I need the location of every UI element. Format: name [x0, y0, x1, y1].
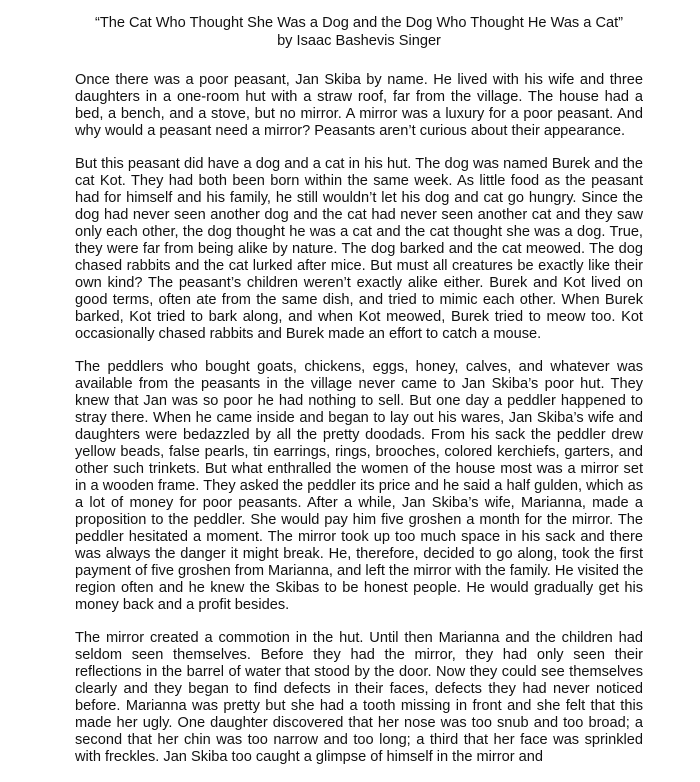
text-line: available from the peasants in the village never came to Jan Skiba’s poor hut. They: [75, 376, 643, 392]
text-line: peddler hesitated a moment. The mirror took up too much space in his sack and there: [75, 529, 643, 545]
text-line: payment of five groshen from Marianna, and left the mirror with the family. He visited the: [75, 563, 643, 579]
text-line: own kind? The peasant’s children weren’t exactly alike either. Burek and Kot lived on: [75, 275, 643, 291]
text-line: a lot of money for poor peasants. After a while, Jan Skiba’s wife, Marianna, made a: [75, 495, 643, 511]
text-line: region often and he knew the Skibas to be honest people. He would gradually get his: [75, 580, 643, 596]
text-line: good terms, often ate from the same dish, and tried to mimic each other. When Burek: [75, 292, 643, 308]
text-line: Once there was a poor peasant, Jan Skiba by name. He lived with his wife and three: [75, 72, 643, 88]
paragraph-1: [75, 72, 643, 140]
text-line: knew that Jan was so poor he had nothing to sell. But one day a peddler happened to: [75, 393, 643, 409]
text-line: chased rabbits and the cat lurked after mice. But must all creatures be exactly like their: [75, 258, 643, 274]
text-line: other such trinkets. But what enthralled the women of the house most was a mirror set: [75, 461, 643, 477]
text-line: clearly and they began to find defects in their faces, defects they had never noticed: [75, 681, 643, 697]
text-line: they were far from being alike by nature. The dog barked and the cat meowed. The dog: [75, 241, 643, 257]
text-line: barked, Kot tried to bark along, and when Kot meowed, Burek tried to meow too. Kot: [75, 309, 643, 325]
text-line: stray there. When he came inside and began to lay out his wares, Jan Skiba’s wife and: [75, 410, 643, 426]
text-line: seldom seen themselves. Before they had the mirror, they had only seen their: [75, 647, 643, 663]
text-line: made her ugly. One daughter discovered that her nose was too snub and too broad; a: [75, 715, 643, 731]
text-line: in a wooden frame. They asked the peddler its price and he said a half gulden, which as: [75, 478, 643, 494]
text-line: dog had never seen another dog and the cat had never seen another cat and they saw: [75, 207, 643, 223]
text-line: proposition to the peddler. She would pay him five groshen a month for the mirror. The: [75, 512, 643, 528]
story-body: [75, 72, 643, 766]
paragraph-4: [75, 630, 643, 766]
title-block: [75, 14, 643, 50]
story-title: “The Cat Who Thought She Was a Dog and the Dog Who Thought He Was a Cat”: [94, 15, 624, 31]
text-line: was always the danger it might break. He, therefore, decided to go along, took the first: [75, 546, 643, 562]
text-line: bed, a bench, and a stove, but no mirror. A mirror was a luxury for a poor peasant. And: [75, 106, 643, 122]
text-line: The peddlers who bought goats, chickens, eggs, honey, calves, and whatever was: [75, 359, 643, 375]
text-line: with freckles. Jan Skiba too caught a glimpse of himself in the mirror and: [75, 749, 544, 765]
paragraph-2: [75, 156, 643, 343]
text-line: second that her chin was too narrow and too long; a third that her face was sprinkled: [75, 732, 643, 748]
text-line: daughters were bedazzled by all the pretty doodads. From his sack the peddler drew: [75, 427, 643, 443]
text-line: why would a peasant need a mirror? Peasants aren’t curious about their appearance.: [75, 123, 626, 139]
text-line: yellow beads, false pearls, tin earrings, rings, brooches, colored kerchiefs, garters, and: [75, 444, 643, 460]
text-line: money back and a profit besides.: [75, 597, 290, 613]
text-line: The mirror created a commotion in the hut. Until then Marianna and the children had: [75, 630, 643, 646]
document-page: [75, 14, 643, 782]
text-line: reflections in the barrel of water that stood by the door. Now they could see themselves: [75, 664, 643, 680]
text-line: occasionally chased rabbits and Burek made an effort to catch a mouse.: [75, 326, 542, 342]
text-line: But this peasant did have a dog and a cat in his hut. The dog was named Burek and the: [75, 156, 643, 172]
paragraph-3: [75, 359, 643, 614]
text-line: cat Kot. They had both been born within the same week. As little food as the peasant: [75, 173, 643, 189]
text-line: had for himself and his family, he still wouldn’t let his dog and cat go hungry. Since the: [75, 190, 643, 206]
text-line: daughters in a one-room hut with a straw roof, far from the village. The house had a: [75, 89, 643, 105]
text-line: only each other, the dog thought he was a cat and the cat thought she was a dog. True,: [75, 224, 643, 240]
author-byline: by Isaac Bashevis Singer: [277, 33, 441, 49]
text-line: before. Marianna was pretty but she had a tooth missing in front and she felt that this: [75, 698, 643, 714]
